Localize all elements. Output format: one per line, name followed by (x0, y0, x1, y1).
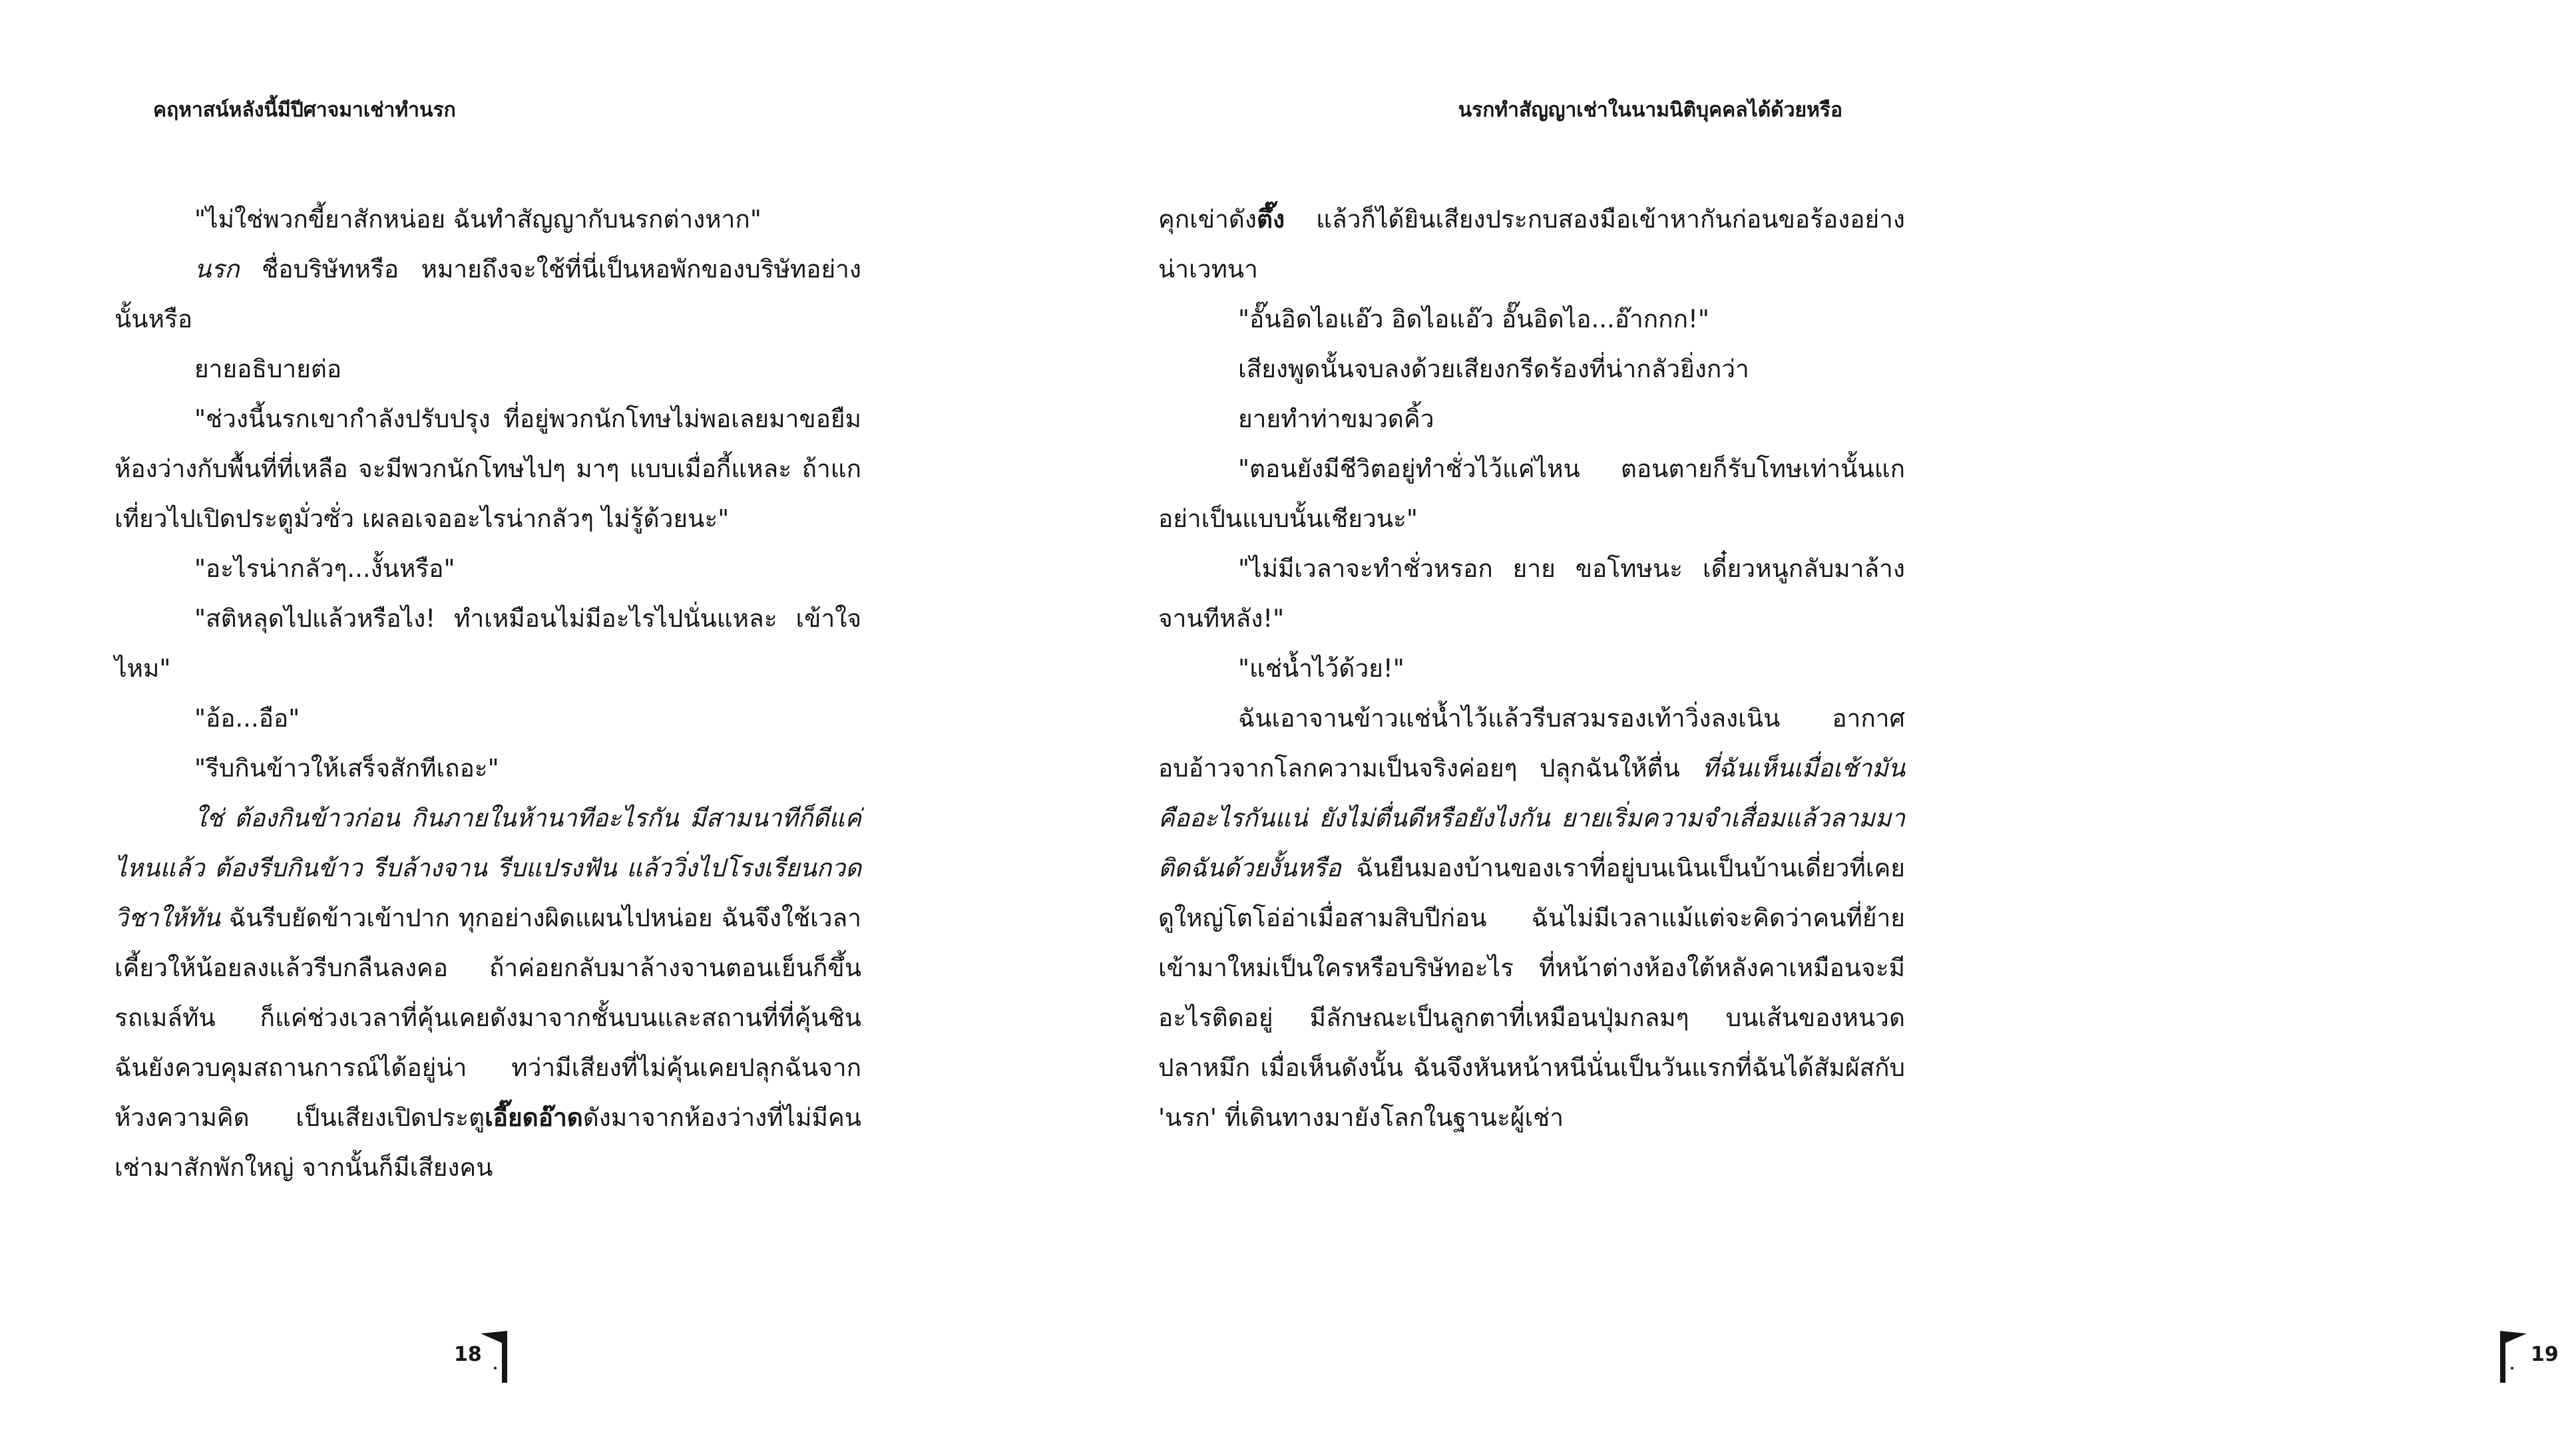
paragraph (1158, 194, 1905, 294)
italic-run: ใช่ ต้องกินข้าวก่อน กินภายในห้านาทีอะไรกัน มีสามนาทีก็ดีแค่ไหนแล้ว ต้องรีบกินข้าว รีบล้างจาน รีบแปรงฟัน แล้ววิ่งไปโรงเรียนกวดวิชาให้ทัน (114, 804, 861, 932)
page-number: 18 (454, 1343, 482, 1366)
paragraph: "อะไรน่ากลัวๆ...งั้นหรือ" (194, 554, 455, 583)
paragraph: "ไม่มีเวลาจะทำชั่วหรอก ยาย ขอโทษนะ เดี๋ยวหนูกลับมาล้างจานทีหลัง!" (1158, 554, 1905, 633)
paragraph: "อั๊นอิดไอแอ๊ว อิดไอแอ๊ว อั๊นอิดไอ...อ๊ากกก!" (1238, 305, 1709, 333)
running-head: นรกทำสัญญาเช่าในนามนิติบุคคลได้ด้วยหรือ (1458, 98, 1842, 122)
paragraph (114, 793, 861, 1192)
paragraph: "รีบกินข้าวให้เสร็จสักทีเถอะ" (194, 754, 499, 783)
paragraph: "ตอนยังมีชีวิตอยู่ทำชั่วไว้แค่ไหน ตอนตายก็รับโทษเท่านั้นแกอย่าเป็นแบบนั้นเชียวนะ" (1158, 454, 1905, 533)
paragraph (1158, 693, 1905, 1143)
paragraph: "ช่วงนี้นรกเขากำลังปรับปรุง ที่อยู่พวกนักโทษไม่พอเลยมาขอยืมห้องว่างกับพื้นที่ที่เหลือ จะมีพวกนักโทษไปๆ มาๆ แบบเมื่อกี้แหละ ถ้าแกเที่ยวไปเปิดประตูมั่วซั่ว เผลอเจออะไรน่ากลัวๆ ไม่รู้ด้วยนะ" (114, 405, 861, 533)
paragraph-rest: ฉันเอาจานข้าวแช่น้ำไว้แล้วรีบสวมรองเท้าวิ่งลงเนิน อากาศอบอ้าวจากโลกความเป็นจริงค่อยๆ ปลุกฉันให้ตื่น (1158, 704, 1905, 783)
paragraph: "สติหลุดไปแล้วหรือไง! ทำเหมือนไม่มีอะไรไปนั่นแหละ เข้าใจไหม" (114, 604, 861, 683)
bold-run: เอี๊ยดอ๊าด (485, 1103, 583, 1132)
folio (445, 1331, 525, 1384)
paragraph: เสียงพูดนั้นจบลงด้วยเสียงกรีดร้องที่น่ากลัวยิ่งกว่า (1238, 355, 1749, 383)
folio-flag-icon (2496, 1331, 2527, 1384)
page-body (1158, 194, 1905, 1143)
paragraph-rest: ฉันยืนมองบ้านของเราที่อยู่บนเนินเป็นบ้านเดี่ยวที่เคยดูใหญ่โตโอ่อ่าเมื่อสามสิบปีก่อน ฉันไม่มีเวลาแม้แต่จะคิดว่าคนที่ย้ายเข้ามาใหม่เป็นใครหรือบริษัทอะไร ที่หน้าต่างห้องใต้หลังคาเหมือนจะมีอะไรติดอยู่ มีลักษณะเป็นลูกตาที่เหมือนปุ่มกลมๆ บนเส้นของหนวดปลาหมึก เมื่อเห็นดังนั้น ฉันจึงหันหน้าหนีนั่นเป็นวันแรกที่ฉันได้สัมผัสกับ 'นรก' ที่เดินทางมายังโลกในฐานะผู้เช่า (1158, 854, 1905, 1132)
italic-run: ที่ฉันเห็นเมื่อเช้ามันคืออะไรกันแน่ ยังไม่ตื่นดีหรือยังไงกัน ยายเริ่มความจำเสื่อมแล้วลามมาติดฉันด้วยงั้นหรือ (1158, 754, 1905, 882)
paragraph-rest: ชื่อบริษัทหรือ หมายถึงจะใช้ที่นี่เป็นหอพักของบริษัทอย่างนั้นหรือ (114, 255, 861, 333)
paragraph-rest: แล้วก็ได้ยินเสียงประกบสองมือเข้าหากันก่อนขอร้องอย่างน่าเวทนา (1158, 205, 1905, 283)
right-page (998, 0, 2559, 1446)
paragraph-rest: ดังมาจากห้องว่างที่ไม่มีคนเช่ามาสักพักใหญ่ จากนั้นก็มีเสียงคน (114, 1103, 861, 1182)
paragraph: ยายอธิบายต่อ (194, 355, 342, 383)
paragraph: ยายทำท่าขมวดคิ้ว (1238, 405, 1434, 433)
bold-run: ตึ๊ง (1256, 205, 1285, 234)
running-head: คฤหาสน์หลังนี้มีปีศาจมาเช่าทำนรก (153, 98, 456, 122)
paragraph-rest: คุกเข่าดัง (1158, 205, 1257, 234)
italic-run: นรก (194, 255, 240, 283)
paragraph-rest: ฉันรีบยัดข้าวเข้าปาก ทุกอย่างผิดแผนไปหน่อย ฉันจึงใช้เวลาเคี้ยวให้น้อยลงแล้วรีบกลืนลงคอ ถ้าค่อยกลับมาล้างจานตอนเย็นก็ขึ้นรถเมล์ทัน ก็แค่ช่วงเวลาที่คุ้นเคยดังมาจากชั้นบนและสถานที่ที่คุ้นชิน ฉันยังควบคุมสถานการณ์ได้อยู่น่า ทว่ามีเสียงที่ไม่คุ้นเคยปลุกฉันจากห้วงความคิด เป็นเสียงเปิดประตู (114, 904, 861, 1132)
folio (2496, 1331, 2576, 1384)
paragraph: "ไม่ใช่พวกขี้ยาสักหน่อย ฉันทำสัญญากับนรกต่างหาก" (194, 205, 761, 234)
paragraph: "อ้อ...อือ" (194, 704, 300, 733)
paragraph (114, 244, 861, 344)
page-number: 19 (2531, 1343, 2559, 1366)
page-body (114, 194, 861, 1192)
folio-flag-icon (481, 1331, 511, 1384)
left-page (0, 0, 998, 1446)
paragraph: "แช่น้ำไว้ด้วย!" (1238, 654, 1404, 683)
